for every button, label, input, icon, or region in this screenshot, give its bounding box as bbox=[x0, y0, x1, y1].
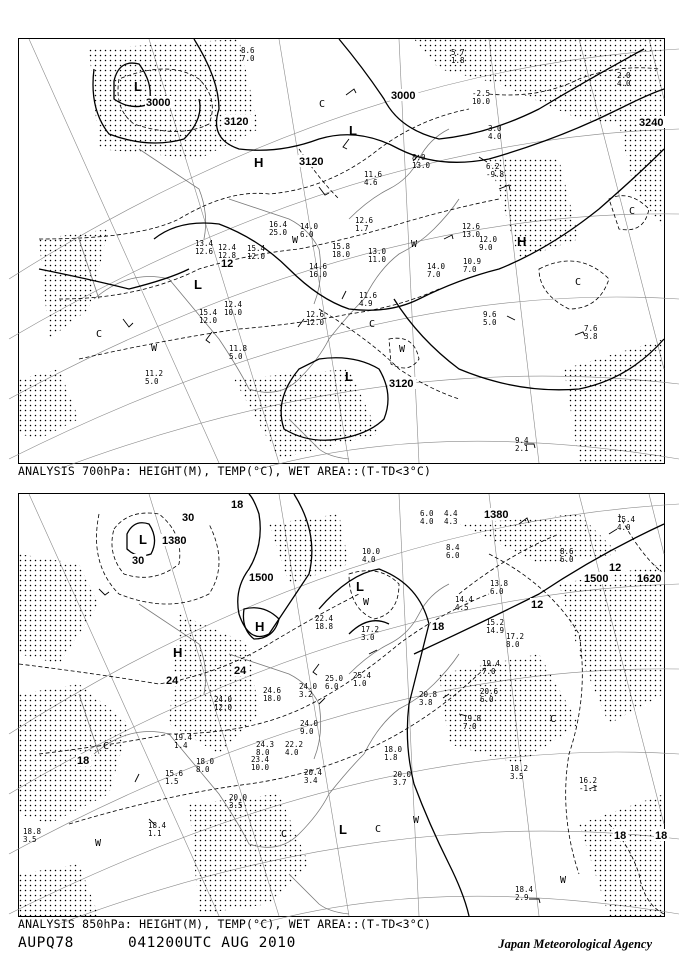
contour-label: 18 bbox=[432, 621, 445, 633]
contour-label: 18 bbox=[655, 830, 668, 842]
station-temperature: 20.4 bbox=[304, 768, 323, 777]
cold-center-marker: C bbox=[281, 829, 288, 840]
station-temperature: 8.6 bbox=[560, 547, 574, 556]
station-dewpoint-depression: 12.0 bbox=[199, 316, 218, 325]
cold-center-marker: C bbox=[96, 329, 103, 340]
station-temperature: 12.6 bbox=[355, 216, 374, 225]
station-dewpoint-depression: 7.0 bbox=[482, 667, 496, 676]
warm-center-marker: W bbox=[411, 239, 418, 250]
station-temperature: 13.4 bbox=[195, 239, 214, 248]
station-dewpoint-depression: 12.8 bbox=[218, 251, 237, 260]
agency-name: Japan Meteorological Agency bbox=[498, 937, 652, 951]
contour-label: 3120 bbox=[224, 116, 249, 128]
station-temperature: 22.2 bbox=[285, 740, 304, 749]
station-temperature: 15.2 bbox=[486, 618, 505, 627]
station-dewpoint-depression: 3.2 bbox=[299, 690, 313, 699]
station-temperature: 18.0 bbox=[196, 757, 215, 766]
contour-label: 3240 bbox=[639, 117, 664, 129]
station-dewpoint-depression: 25.0 bbox=[269, 228, 288, 237]
cold-center-marker: C bbox=[375, 824, 382, 835]
high-pressure-marker: H bbox=[254, 155, 264, 170]
station-temperature: 16.4 bbox=[269, 220, 288, 229]
station-temperature: 17.2 bbox=[361, 625, 380, 634]
station-dewpoint-depression: 7.0 bbox=[427, 270, 441, 279]
warm-center-marker: W bbox=[151, 343, 158, 354]
cold-center-marker: C bbox=[550, 714, 557, 725]
station-temperature: 24.0 bbox=[214, 695, 233, 704]
station-dewpoint-depression: 3.7 bbox=[393, 778, 407, 787]
station-temperature: 15.4 bbox=[617, 515, 636, 524]
chart-700hpa bbox=[18, 38, 665, 464]
station-dewpoint-depression: 18.8 bbox=[315, 622, 334, 631]
contour-label: 30 bbox=[132, 555, 145, 567]
warm-center-marker: W bbox=[560, 875, 567, 886]
station-dewpoint-depression: 12.0 bbox=[247, 252, 266, 261]
station-dewpoint-depression: 3.4 bbox=[304, 776, 318, 785]
contour-label: 24 bbox=[234, 665, 247, 677]
station-temperature: 15.4 bbox=[247, 244, 266, 253]
station-temperature: 12.6 bbox=[306, 310, 325, 319]
station-temperature: 18.2 bbox=[510, 764, 529, 773]
station-temperature: 12.0 bbox=[479, 235, 498, 244]
station-temperature: 17.2 bbox=[506, 632, 525, 641]
high-pressure-marker: H bbox=[255, 619, 265, 634]
station-dewpoint-depression: 12.6 bbox=[195, 247, 214, 256]
station-temperature: 11.6 bbox=[359, 291, 378, 300]
station-dewpoint-depression: 9.0 bbox=[300, 727, 314, 736]
contour-label: 18 bbox=[614, 830, 627, 842]
station-dewpoint-depression: 1.0 bbox=[353, 679, 367, 688]
station-temperature: 8.4 bbox=[446, 543, 460, 552]
station-dewpoint-depression: 3.8 bbox=[584, 332, 598, 341]
station-temperature: 20.0 bbox=[393, 770, 412, 779]
contour-label: 18 bbox=[231, 499, 244, 511]
station-dewpoint-depression: -9.8 bbox=[486, 170, 505, 179]
station-temperature: 10.0 bbox=[362, 547, 381, 556]
station-temperature: 15.6 bbox=[165, 769, 184, 778]
station-dewpoint-depression: 18.0 bbox=[332, 250, 351, 259]
high-pressure-marker: H bbox=[173, 645, 183, 660]
low-pressure-marker: L bbox=[194, 277, 202, 292]
station-dewpoint-depression: 4.0 bbox=[285, 748, 299, 757]
station-dewpoint-depression: 3.0 bbox=[361, 633, 375, 642]
cold-center-marker: C bbox=[369, 319, 376, 330]
station-temperature: 8.6 bbox=[241, 46, 255, 55]
station-temperature: 9.4 bbox=[515, 436, 529, 445]
station-dewpoint-depression: 10.0 bbox=[472, 97, 491, 106]
station-temperature: 14.6 bbox=[309, 262, 328, 271]
caption-850hpa: ANALYSIS 850hPa: HEIGHT(M), TEMP(°C), WET AREA::(T-TD<3°C) bbox=[18, 917, 432, 931]
contour-label: 30 bbox=[182, 512, 195, 524]
cold-center-marker: C bbox=[575, 277, 582, 288]
cold-center-marker: C bbox=[103, 741, 110, 752]
valid-time: 041200UTC AUG 2010 bbox=[128, 935, 296, 951]
station-dewpoint-depression: 7.0 bbox=[463, 722, 477, 731]
contour-label: 1380 bbox=[484, 509, 509, 521]
contour-label: 12 bbox=[221, 258, 234, 270]
station-temperature: 16.2 bbox=[579, 776, 598, 785]
station-temperature: 12.4 bbox=[224, 300, 243, 309]
station-dewpoint-depression: 4.9 bbox=[359, 299, 373, 308]
low-pressure-marker: L bbox=[356, 579, 364, 594]
warm-center-marker: W bbox=[363, 597, 370, 608]
contour-label: 1380 bbox=[162, 535, 187, 547]
station-temperature: 12.4 bbox=[218, 243, 237, 252]
station-temperature: 18.4 bbox=[515, 885, 534, 894]
low-pressure-marker: L bbox=[139, 532, 147, 547]
station-dewpoint-depression: 6.0 bbox=[300, 230, 314, 239]
station-temperature: 13.8 bbox=[490, 579, 509, 588]
contour-label: 3000 bbox=[391, 90, 416, 102]
low-pressure-marker: L bbox=[349, 123, 357, 138]
station-temperature: 22.4 bbox=[315, 614, 334, 623]
station-dewpoint-depression: 4.0 bbox=[617, 79, 631, 88]
station-temperature: 24.0 bbox=[300, 719, 319, 728]
map-700hpa-svg bbox=[19, 39, 664, 463]
station-temperature: 24.3 bbox=[256, 740, 275, 749]
station-temperature: 6.0 bbox=[420, 509, 434, 518]
station-temperature: 19.4 bbox=[174, 733, 193, 742]
station-temperature: 20.8 bbox=[419, 690, 438, 699]
wet-area-stipple bbox=[19, 514, 664, 916]
station-temperature: 24.0 bbox=[299, 682, 318, 691]
station-temperature: 24.6 bbox=[263, 686, 282, 695]
station-temperature: 23.4 bbox=[251, 755, 270, 764]
station-temperature: 14.0 bbox=[300, 222, 319, 231]
station-dewpoint-depression: 6.0 bbox=[560, 555, 574, 564]
product-code: AUPQ78 bbox=[18, 935, 74, 951]
station-dewpoint-depression: 4.0 bbox=[617, 523, 631, 532]
station-dewpoint-depression: 6.0 bbox=[490, 587, 504, 596]
station-dewpoint-depression: 1.8 bbox=[451, 56, 465, 65]
station-temperature: 11.2 bbox=[145, 369, 164, 378]
station-dewpoint-depression: 4.5 bbox=[455, 603, 469, 612]
station-dewpoint-depression: 5.0 bbox=[483, 318, 497, 327]
station-dewpoint-depression: 1.1 bbox=[148, 829, 162, 838]
station-dewpoint-depression: 11.0 bbox=[368, 255, 387, 264]
station-temperature: 12.6 bbox=[462, 222, 481, 231]
station-temperature: 13.0 bbox=[368, 247, 387, 256]
station-temperature: 25.0 bbox=[325, 674, 344, 683]
station-dewpoint-depression: 7.0 bbox=[463, 265, 477, 274]
station-temperature: 18.0 bbox=[384, 745, 403, 754]
station-dewpoint-depression: 3.5 bbox=[510, 772, 524, 781]
station-temperature: 7.6 bbox=[584, 324, 598, 333]
station-dewpoint-depression: -1.1 bbox=[579, 784, 598, 793]
station-dewpoint-depression: 3.5 bbox=[23, 835, 37, 844]
station-dewpoint-depression: 18.0 bbox=[263, 694, 282, 703]
station-dewpoint-depression: 2.1 bbox=[515, 444, 529, 453]
station-temperature: 3.0 bbox=[488, 124, 502, 133]
low-pressure-marker: L bbox=[134, 79, 142, 94]
map-850hpa-svg bbox=[19, 494, 668, 916]
low-pressure-marker: L bbox=[339, 822, 347, 837]
station-dewpoint-depression: 8.0 bbox=[196, 765, 210, 774]
station-temperature: 4.4 bbox=[444, 509, 458, 518]
station-dewpoint-depression: 14.9 bbox=[486, 626, 505, 635]
station-temperature: 6.2 bbox=[486, 162, 500, 171]
station-temperature: 15.8 bbox=[332, 242, 351, 251]
station-dewpoint-depression: 6.0 bbox=[480, 695, 494, 704]
station-dewpoint-depression: 8.0 bbox=[506, 640, 520, 649]
station-temperature: 10.9 bbox=[463, 257, 482, 266]
station-dewpoint-depression: 1.4 bbox=[174, 741, 188, 750]
station-dewpoint-depression: 12.0 bbox=[306, 318, 325, 327]
station-dewpoint-depression: 6.0 bbox=[325, 682, 339, 691]
warm-center-marker: W bbox=[413, 815, 420, 826]
station-dewpoint-depression: 12.0 bbox=[214, 703, 233, 712]
contour-label: 3120 bbox=[299, 156, 324, 168]
station-dewpoint-depression: 4.0 bbox=[362, 555, 376, 564]
station-dewpoint-depression: 5.0 bbox=[229, 352, 243, 361]
contour-label: 24 bbox=[166, 675, 179, 687]
contour-label: 12 bbox=[609, 562, 622, 574]
station-temperature: 11.6 bbox=[364, 170, 383, 179]
station-dewpoint-depression: 4.0 bbox=[488, 132, 502, 141]
contour-label: 1620 bbox=[637, 573, 662, 585]
cold-center-marker: C bbox=[319, 99, 326, 110]
station-dewpoint-depression: 3.8 bbox=[419, 698, 433, 707]
station-temperature: 18.8 bbox=[23, 827, 42, 836]
station-dewpoint-depression: 4.0 bbox=[420, 517, 434, 526]
station-temperature: 9.6 bbox=[483, 310, 497, 319]
station-dewpoint-depression: 10.0 bbox=[224, 308, 243, 317]
station-dewpoint-depression: 8.0 bbox=[256, 748, 270, 757]
station-temperature: 20.0 bbox=[229, 793, 248, 802]
contour-label: 12 bbox=[531, 599, 544, 611]
station-temperature: 5.7 bbox=[451, 48, 465, 57]
station-dewpoint-depression: 1.5 bbox=[165, 777, 179, 786]
station-temperature: 8.0 bbox=[412, 153, 426, 162]
contour-label: 18 bbox=[77, 755, 90, 767]
station-dewpoint-depression: 3.5 bbox=[229, 801, 243, 810]
station-dewpoint-depression: 2.9 bbox=[515, 893, 529, 902]
station-dewpoint-depression: 5.0 bbox=[145, 377, 159, 386]
station-dewpoint-depression: 4.3 bbox=[444, 517, 458, 526]
contour-label: 3120 bbox=[389, 378, 414, 390]
chart-850hpa bbox=[18, 493, 668, 917]
station-dewpoint-depression: 7.0 bbox=[241, 54, 255, 63]
station-dewpoint-depression: 16.0 bbox=[309, 270, 328, 279]
station-temperature: 19.8 bbox=[463, 714, 482, 723]
station-temperature: 14.4 bbox=[455, 595, 474, 604]
station-temperature: -2.5 bbox=[472, 89, 491, 98]
caption-700hpa: ANALYSIS 700hPa: HEIGHT(M), TEMP(°C), WET AREA::(T-TD<3°C) bbox=[18, 464, 432, 478]
station-dewpoint-depression: 1.7 bbox=[355, 224, 369, 233]
station-dewpoint-depression: 13.0 bbox=[462, 230, 481, 239]
contour-label: 1500 bbox=[584, 573, 609, 585]
station-dewpoint-depression: 13.0 bbox=[412, 161, 431, 170]
contour-label: 3000 bbox=[146, 97, 171, 109]
station-temperature: 11.8 bbox=[229, 344, 248, 353]
high-pressure-marker: H bbox=[517, 234, 527, 249]
station-temperature: 25.4 bbox=[353, 671, 372, 680]
station-temperature: 19.4 bbox=[482, 659, 501, 668]
station-temperature: 15.4 bbox=[199, 308, 218, 317]
station-dewpoint-depression: 10.0 bbox=[251, 763, 270, 772]
station-temperature: 2.0 bbox=[617, 71, 631, 80]
contour-label: 1500 bbox=[249, 572, 274, 584]
station-dewpoint-depression: 6.0 bbox=[446, 551, 460, 560]
station-dewpoint-depression: 1.8 bbox=[384, 753, 398, 762]
warm-center-marker: W bbox=[292, 235, 299, 246]
station-temperature: 18.4 bbox=[148, 821, 167, 830]
low-pressure-marker: L bbox=[345, 369, 353, 384]
station-temperature: 20.6 bbox=[480, 687, 499, 696]
warm-center-marker: W bbox=[399, 344, 406, 355]
station-dewpoint-depression: 9.0 bbox=[479, 243, 493, 252]
station-temperature: 14.0 bbox=[427, 262, 446, 271]
station-dewpoint-depression: 4.6 bbox=[364, 178, 378, 187]
warm-center-marker: W bbox=[95, 838, 102, 849]
cold-center-marker: C bbox=[629, 206, 636, 217]
